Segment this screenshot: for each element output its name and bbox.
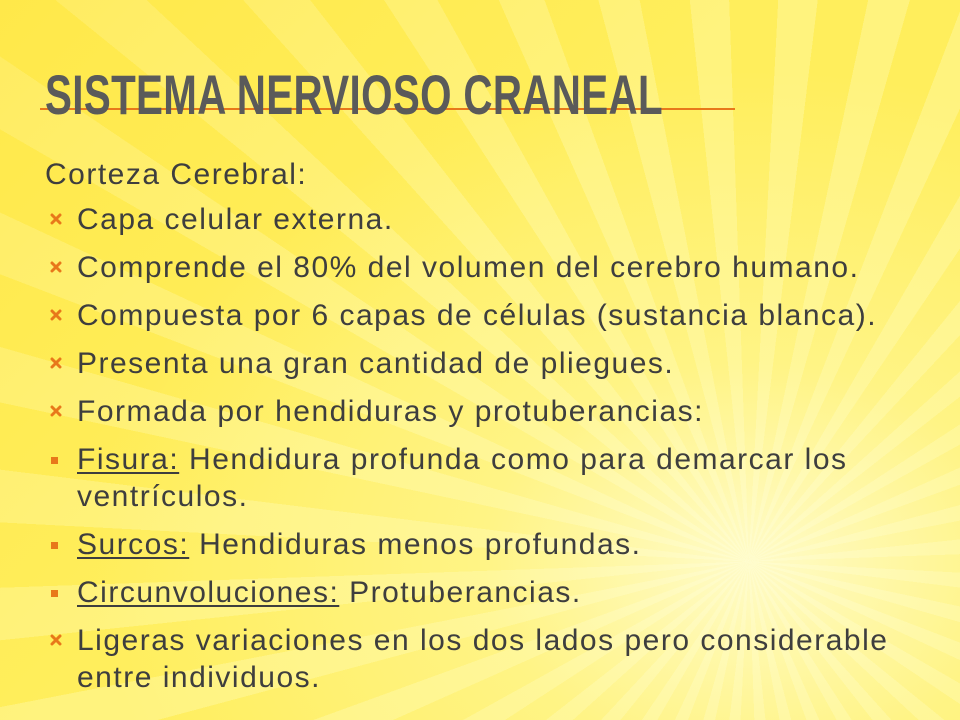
list-item [45,345,920,382]
square-bullet-icon [51,542,58,549]
x-bullet-icon [50,357,62,369]
list-item [45,297,920,334]
sub-list-item [45,574,920,611]
list-item-text: Ligeras variaciones en los dos lados pero considerable entre individuos. [77,624,889,694]
slide-body [45,156,920,696]
list-item-text: Compuesta por 6 capas de células (sustancia blanca). [77,299,878,332]
square-bullet-icon [51,590,58,597]
sub-list-item [45,441,920,515]
x-bullet-icon [50,634,62,646]
x-bullet-icon [50,405,62,417]
term-definition: Protuberancias. [349,576,582,609]
term-definition: Hendiduras menos profundas. [199,528,642,561]
list-item [45,622,920,696]
slide-title: SISTEMA NERVIOSO CRANEAL [45,63,663,126]
list-item [45,201,920,238]
section-heading: Corteza Cerebral: [45,158,308,191]
list-item [45,393,920,430]
x-bullet-icon [50,309,62,321]
list-item [45,249,920,286]
term-label: Surcos: [77,528,190,561]
term-label: Fisura: [77,443,180,476]
sub-list-item [45,526,920,563]
list-item-text: Presenta una gran cantidad de pliegues. [77,347,675,380]
list-item-text: Formada por hendiduras y protuberancias: [77,395,704,428]
term-label: Circunvoluciones: [77,576,340,609]
term-definition: Hendidura profunda como para demarcar los ventrículos. [77,443,848,513]
list-item-text: Capa celular externa. [77,203,394,236]
square-bullet-icon [51,457,58,464]
x-bullet-icon [50,213,62,225]
x-bullet-icon [50,261,62,273]
bullet-list [45,201,920,696]
list-item-text: Comprende el 80% del volumen del cerebro humano. [77,251,860,284]
